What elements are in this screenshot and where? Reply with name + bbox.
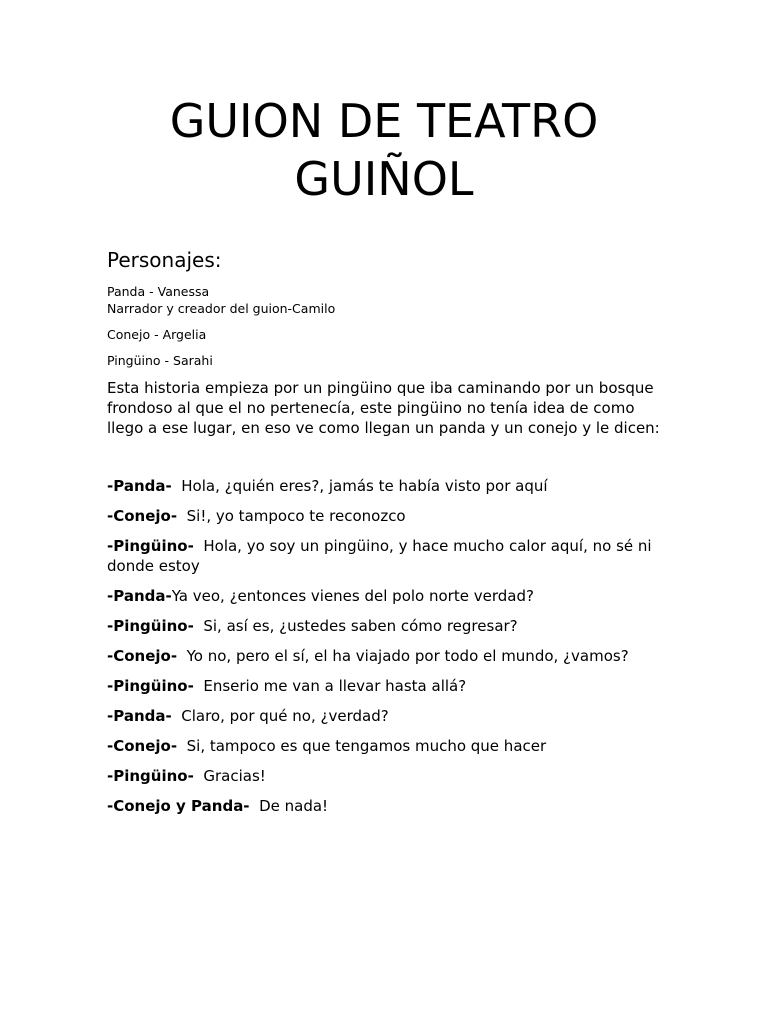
- cast-group-2: [107, 326, 667, 343]
- dialogue-text: Hola, yo soy un pingüino, y hace mucho calor aquí, no sé ni donde estoy: [107, 537, 652, 575]
- dialogue-text: Hola, ¿quién eres?, jamás te había visto por aquí: [181, 477, 548, 495]
- speaker-name: -Pingüino-: [107, 677, 194, 695]
- speaker-name: -Panda-: [107, 707, 172, 725]
- dialogue-text: Ya veo, ¿entonces vienes del polo norte verdad?: [171, 587, 534, 605]
- dialogue-text: Claro, por qué no, ¿verdad?: [181, 707, 389, 725]
- page-title: [0, 92, 768, 208]
- cast-group-1: [107, 283, 667, 317]
- cast-item: Pingüino - Sarahi: [107, 353, 213, 368]
- dialogue-text: Si, tampoco es que tengamos mucho que hacer: [186, 737, 547, 755]
- cast-item: Conejo - Argelia: [107, 327, 207, 342]
- dialogue-line: [107, 646, 667, 666]
- dialogue-line: [107, 706, 667, 726]
- dialogue-line: [107, 586, 667, 606]
- script-body: [107, 246, 667, 826]
- title-line-1: GUION DE TEATRO: [169, 94, 599, 148]
- speaker-name: -Conejo y Panda-: [107, 797, 250, 815]
- dialogue-line: [107, 476, 667, 496]
- title-line-2: GUIÑOL: [294, 152, 474, 206]
- dialogue-line: [107, 766, 667, 786]
- intro-paragraph: Esta historia empieza por un pingüino que iba caminando por un bosque frondoso al que el no pertenecía, este pingüino no tenía idea de como llego a ese lugar, en eso ve como llegan un panda y un conejo y le dicen:: [107, 379, 660, 437]
- dialogue-text: De nada!: [259, 797, 329, 815]
- dialogue-text: Si, así es, ¿ustedes saben cómo regresar?: [203, 617, 518, 635]
- dialogue-line: [107, 616, 667, 636]
- cast-item: Panda - Vanessa: [107, 284, 210, 299]
- dialogue-line: [107, 796, 667, 816]
- speaker-name: -Panda-: [107, 587, 172, 605]
- cast-item: Narrador y creador del guion-Camilo: [107, 301, 336, 316]
- speaker-name: -Conejo-: [107, 647, 178, 665]
- dialogue-text: Enserio me van a llevar hasta allá?: [203, 677, 467, 695]
- speaker-name: -Conejo-: [107, 507, 178, 525]
- dialogue-line: [107, 736, 667, 756]
- dialogue-line: [107, 676, 667, 696]
- dialogue-text: Yo no, pero el sí, el ha viajado por todo el mundo, ¿vamos?: [186, 647, 629, 665]
- speaker-name: -Pingüino-: [107, 617, 194, 635]
- dialogue-list: [107, 476, 667, 816]
- dialogue-text: Si!, yo tampoco te reconozco: [186, 507, 406, 525]
- speaker-name: -Conejo-: [107, 737, 178, 755]
- dialogue-line: [107, 536, 667, 576]
- speaker-name: -Pingüino-: [107, 767, 194, 785]
- dialogue-line: [107, 506, 667, 526]
- dialogue-text: Gracias!: [203, 767, 266, 785]
- cast-group-3: [107, 352, 667, 369]
- speaker-name: -Panda-: [107, 477, 172, 495]
- speaker-name: -Pingüino-: [107, 537, 194, 555]
- characters-heading: Personajes:: [107, 248, 222, 272]
